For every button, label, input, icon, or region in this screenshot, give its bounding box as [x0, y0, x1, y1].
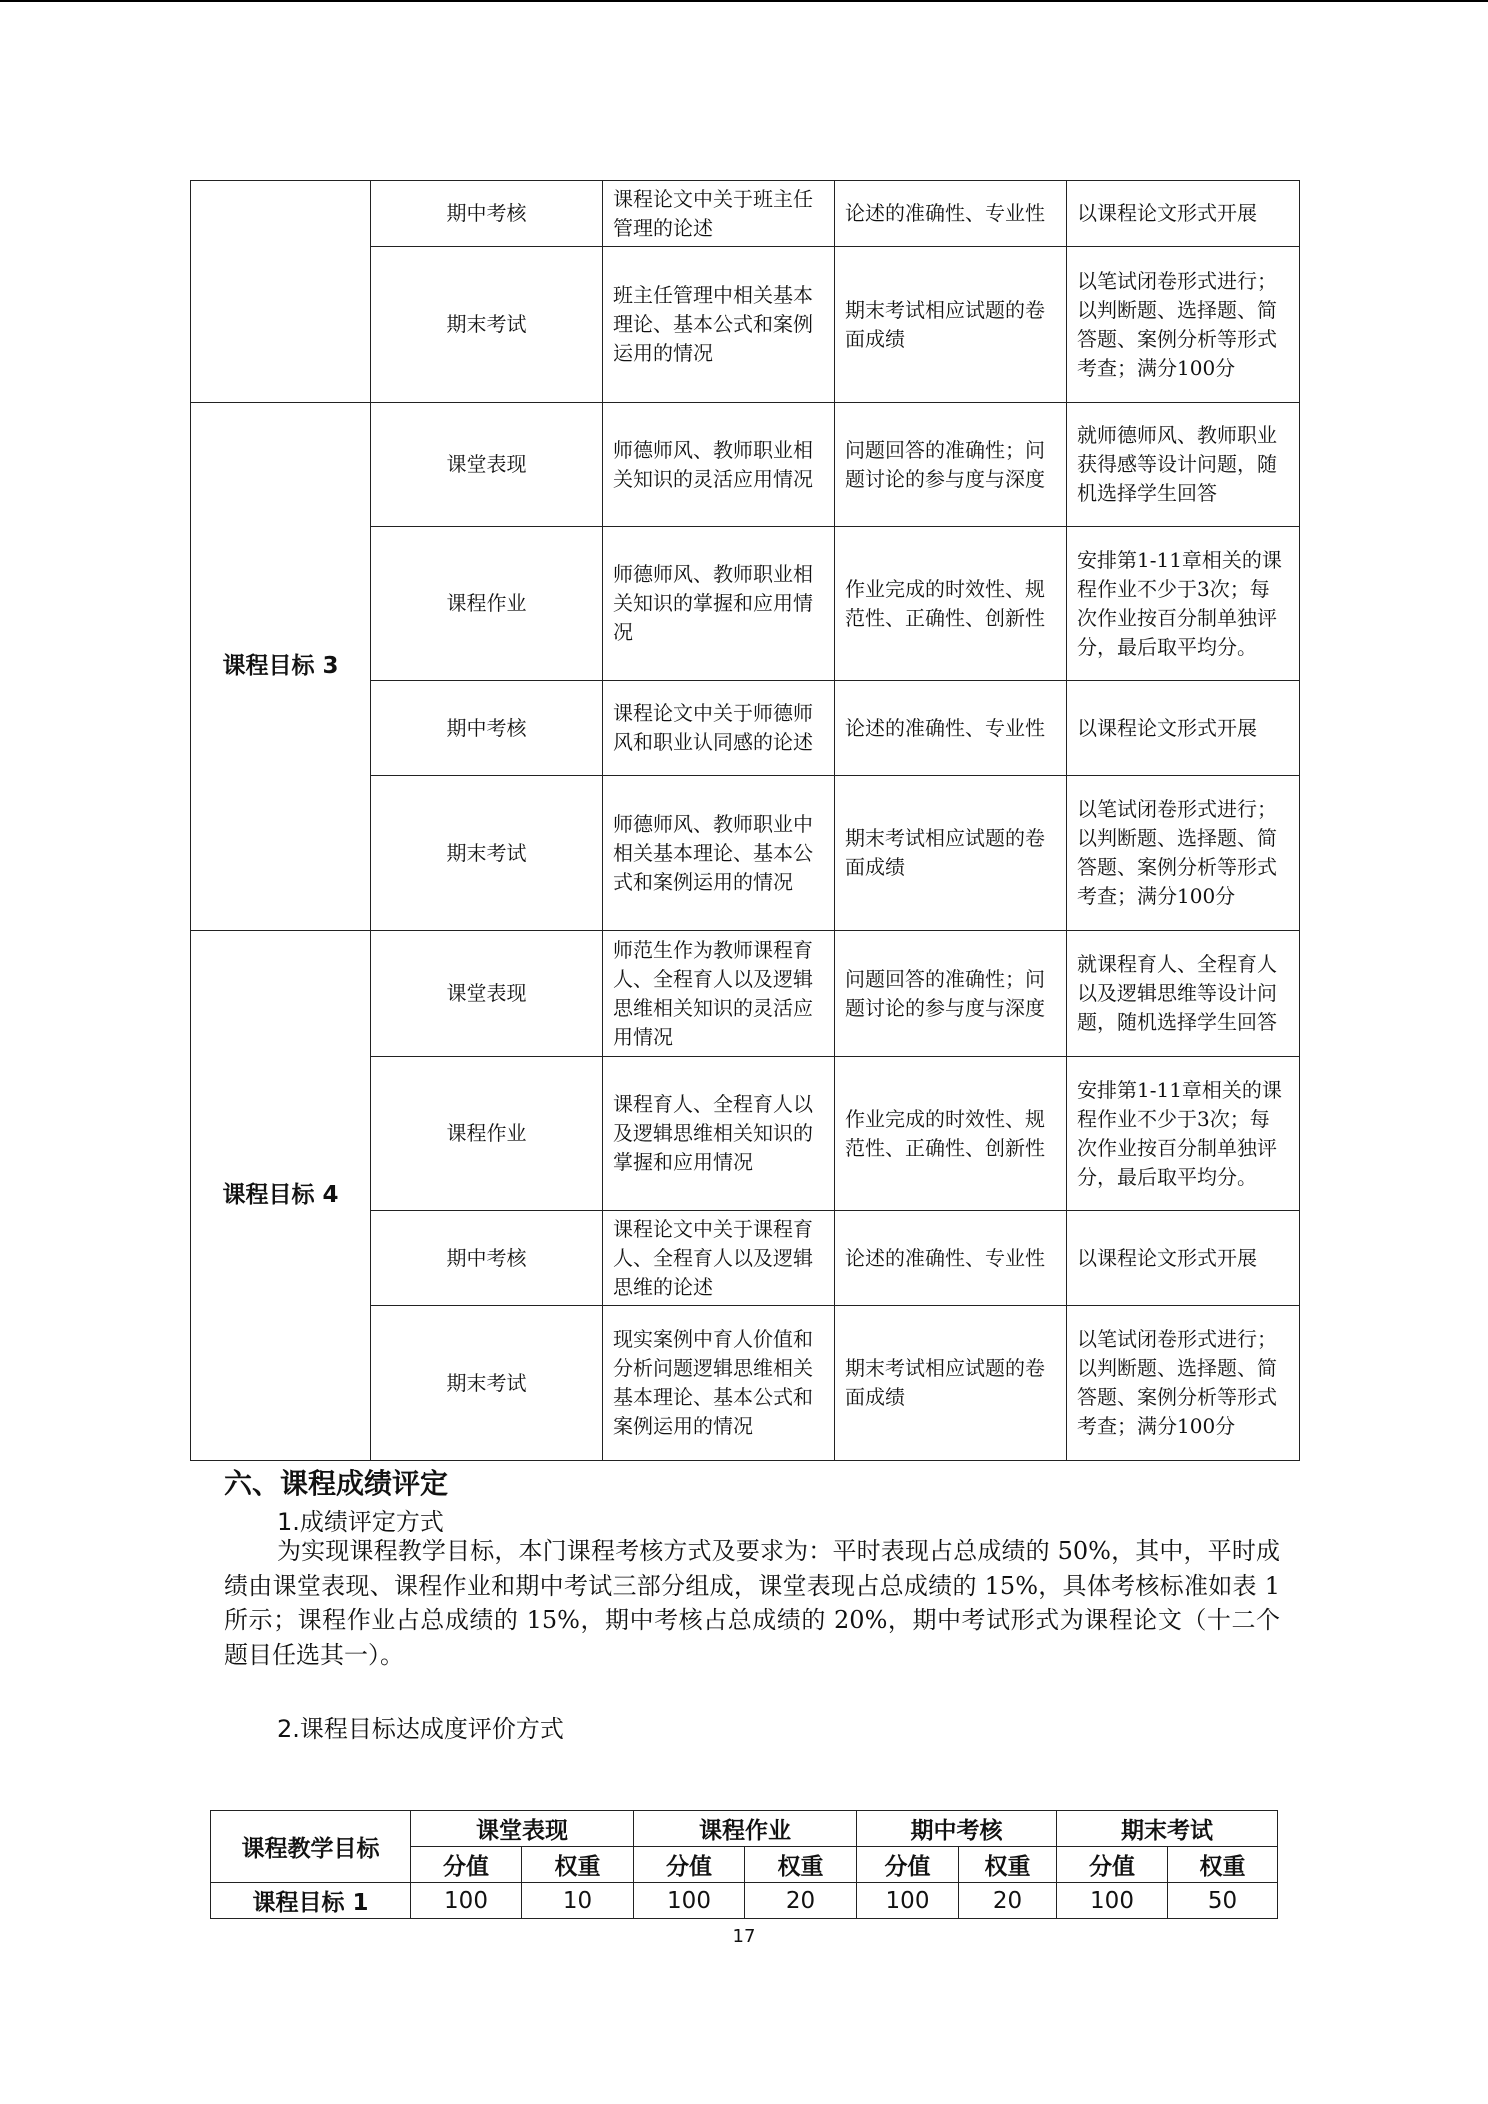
- table-row: [191, 931, 1300, 1057]
- subheading-goal-evaluation: 2.课程目标达成度评价方式: [277, 1715, 564, 1743]
- method-cell: 期中考核: [371, 1211, 603, 1306]
- content-cell: 现实案例中育人价值和分析问题逻辑思维相关基本理论、基本公式和案例运用的情况: [603, 1306, 835, 1461]
- weight-cell: 20: [745, 1883, 857, 1919]
- criteria-cell: 论述的准确性、专业性: [835, 1211, 1067, 1306]
- page-top-rule: [0, 0, 1488, 2]
- weight-cell: 10: [522, 1883, 634, 1919]
- goal-3-label: 课程目标 3: [191, 403, 371, 931]
- method-cell: 课堂表现: [371, 931, 603, 1057]
- grading-paragraph: 为实现课程教学目标，本门课程考核方式及要求为：平时表现占总成绩的 50%，其中，平时成绩由课堂表现、课程作业和期中考试三部分组成，课堂表现占总成绩的 15%，具体考核标准如表 1 所示；课程作业占总成绩的 15%，期中考核占总成绩的 20%，期中考试形式为课程论文（十二个题目任选其一）。: [224, 1537, 1280, 1669]
- assessment-table: [190, 180, 1300, 1461]
- content-cell: 师范生作为教师课程育人、全程育人以及逻辑思维相关知识的灵活应用情况: [603, 931, 835, 1057]
- sub-header: 权重: [1168, 1847, 1278, 1883]
- weight-cell: 20: [959, 1883, 1057, 1919]
- form-cell: 以笔试闭卷形式进行；以判断题、选择题、简答题、案例分析等形式考查；满分100分: [1067, 247, 1300, 403]
- method-cell: 期中考核: [371, 181, 603, 247]
- sub-header: 权重: [745, 1847, 857, 1883]
- form-cell: 以笔试闭卷形式进行；以判断题、选择题、简答题、案例分析等形式考查；满分100分: [1067, 776, 1300, 931]
- sub-header: 分值: [411, 1847, 522, 1883]
- method-cell: 期末考试: [371, 247, 603, 403]
- criteria-cell: 作业完成的时效性、规范性、正确性、创新性: [835, 527, 1067, 681]
- criteria-cell: 论述的准确性、专业性: [835, 181, 1067, 247]
- weight-cell: 50: [1168, 1883, 1278, 1919]
- criteria-cell: 期末考试相应试题的卷面成绩: [835, 247, 1067, 403]
- sub-header: 分值: [634, 1847, 745, 1883]
- page-number: 17: [732, 1926, 756, 1947]
- content-cell: 师德师风、教师职业相关知识的灵活应用情况: [603, 403, 835, 527]
- sub-header: 分值: [1057, 1847, 1168, 1883]
- content-cell: 课程论文中关于课程育人、全程育人以及逻辑思维的论述: [603, 1211, 835, 1306]
- form-cell: 以课程论文形式开展: [1067, 1211, 1300, 1306]
- table-header-row: [211, 1811, 1278, 1847]
- sub-header: 分值: [857, 1847, 959, 1883]
- score-cell: 100: [857, 1883, 959, 1919]
- group-header: 期中考核: [857, 1811, 1057, 1847]
- method-cell: 课堂表现: [371, 403, 603, 527]
- form-cell: 以笔试闭卷形式进行；以判断题、选择题、简答题、案例分析等形式考查；满分100分: [1067, 1306, 1300, 1461]
- form-cell: 安排第1-11章相关的课程作业不少于3次；每次作业按百分制单独评分，最后取平均分。: [1067, 1057, 1300, 1211]
- criteria-cell: 问题回答的准确性；问题讨论的参与度与深度: [835, 931, 1067, 1057]
- content-cell: 班主任管理中相关基本理论、基本公式和案例运用的情况: [603, 247, 835, 403]
- score-cell: 100: [411, 1883, 522, 1919]
- content-cell: 师德师风、教师职业中相关基本理论、基本公式和案例运用的情况: [603, 776, 835, 931]
- group-header: 课程作业: [634, 1811, 857, 1847]
- form-cell: 以课程论文形式开展: [1067, 181, 1300, 247]
- section-title: 六、课程成绩评定: [224, 1467, 449, 1500]
- criteria-cell: 期末考试相应试题的卷面成绩: [835, 1306, 1067, 1461]
- score-cell: 100: [634, 1883, 745, 1919]
- table-row: [191, 181, 1300, 247]
- score-cell: 100: [1057, 1883, 1168, 1919]
- content-cell: 课程论文中关于班主任管理的论述: [603, 181, 835, 247]
- row-label: 课程目标 1: [211, 1883, 411, 1919]
- sub-header: 权重: [522, 1847, 634, 1883]
- method-cell: 期中考核: [371, 681, 603, 776]
- goal-4-label: 课程目标 4: [191, 931, 371, 1461]
- table-row: [211, 1883, 1278, 1919]
- form-cell: 安排第1-11章相关的课程作业不少于3次；每次作业按百分制单独评分，最后取平均分。: [1067, 527, 1300, 681]
- form-cell: 以课程论文形式开展: [1067, 681, 1300, 776]
- corner-header: 课程教学目标: [211, 1811, 411, 1883]
- content-cell: 课程育人、全程育人以及逻辑思维相关知识的掌握和应用情况: [603, 1057, 835, 1211]
- table-row: [191, 403, 1300, 527]
- content-cell: 师德师风、教师职业相关知识的掌握和应用情况: [603, 527, 835, 681]
- method-cell: 课程作业: [371, 1057, 603, 1211]
- method-cell: 期末考试: [371, 776, 603, 931]
- subheading-grading-method: 1.成绩评定方式: [277, 1508, 444, 1536]
- form-cell: 就课程育人、全程育人以及逻辑思维等设计问题，随机选择学生回答: [1067, 931, 1300, 1057]
- method-cell: 期末考试: [371, 1306, 603, 1461]
- method-cell: 课程作业: [371, 527, 603, 681]
- criteria-cell: 论述的准确性、专业性: [835, 681, 1067, 776]
- criteria-cell: 作业完成的时效性、规范性、正确性、创新性: [835, 1057, 1067, 1211]
- criteria-cell: 期末考试相应试题的卷面成绩: [835, 776, 1067, 931]
- content-cell: 课程论文中关于师德师风和职业认同感的论述: [603, 681, 835, 776]
- sub-header: 权重: [959, 1847, 1057, 1883]
- criteria-cell: 问题回答的准确性；问题讨论的参与度与深度: [835, 403, 1067, 527]
- goal-cell-continued: [191, 181, 371, 403]
- group-header: 期末考试: [1057, 1811, 1278, 1847]
- form-cell: 就师德师风、教师职业获得感等设计问题，随机选择学生回答: [1067, 403, 1300, 527]
- score-weight-table: [210, 1810, 1278, 1919]
- group-header: 课堂表现: [411, 1811, 634, 1847]
